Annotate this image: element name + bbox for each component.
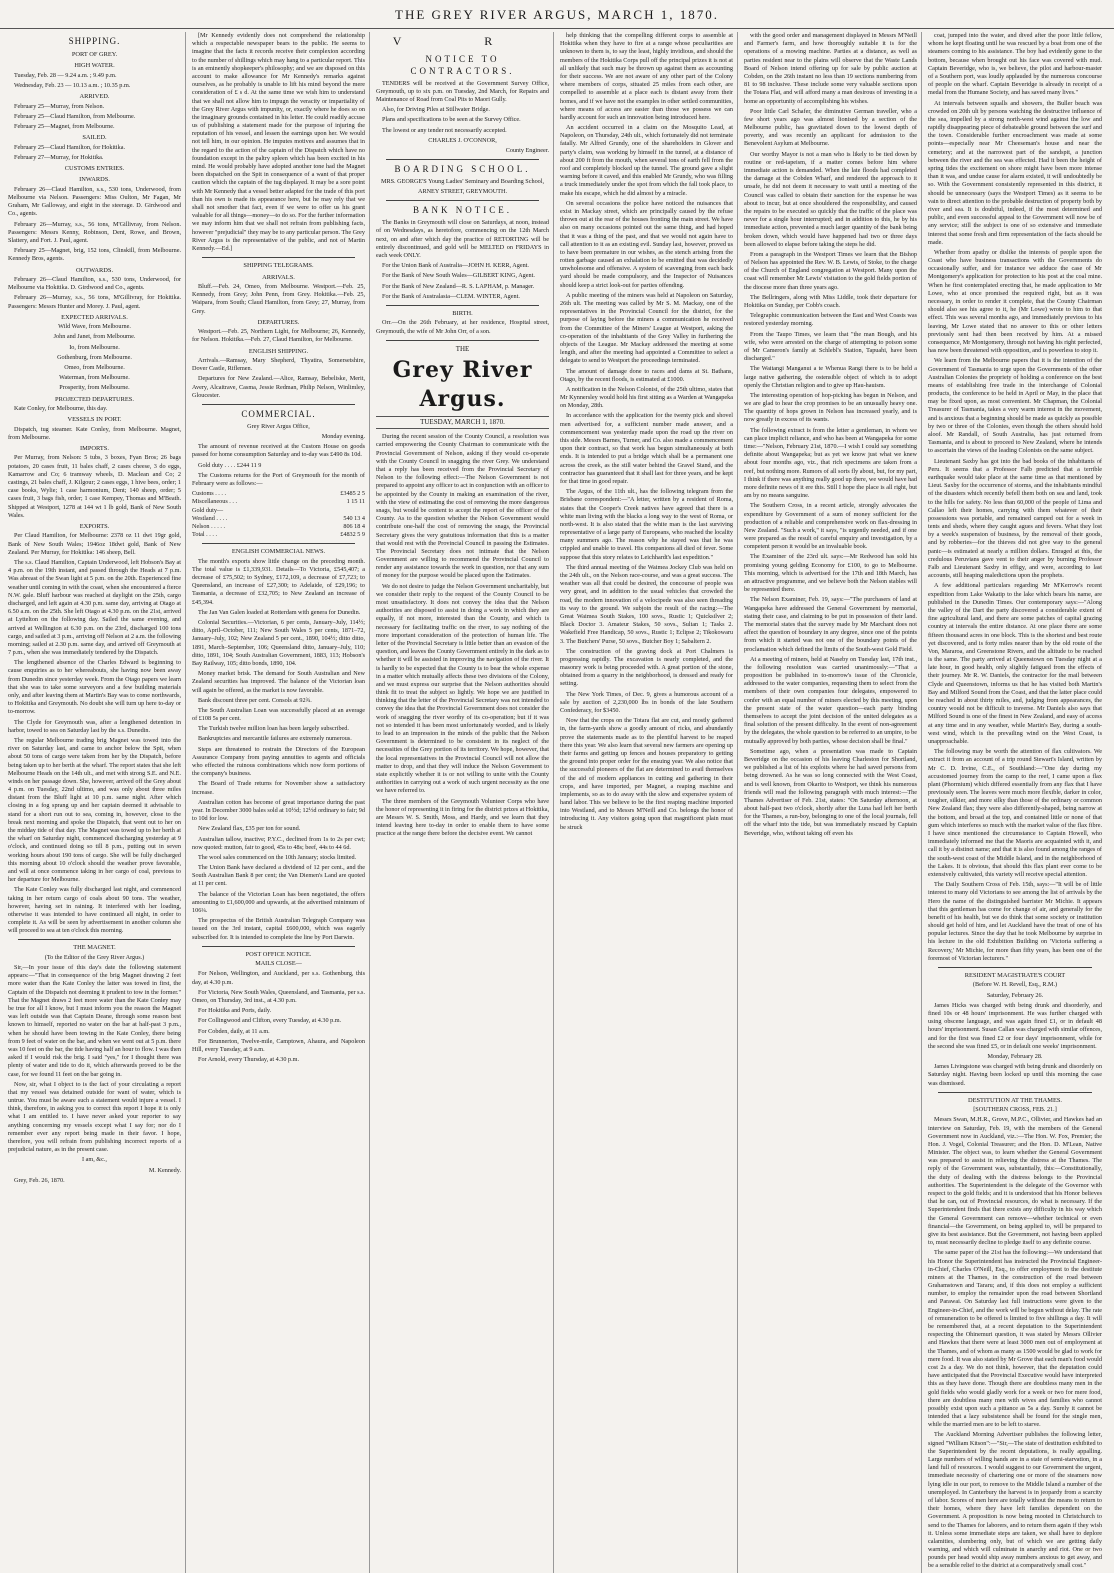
post-item: For Hokitika and Ports, daily. bbox=[198, 1007, 272, 1015]
news-paragraph: The Argus, of the 11th ult., has the following telegram from the Brisbane correspondent:—"A letter, written by a resident of Roma, states that the Cooper's Creek natives have agreed that there is a white man living with the blacks a long way to the west of Roma, or north-west. It is also stated that the white man is the last surviving representative of a large party of Europeans, who reached the locality many summers ago. The reason why he stayed was that he was crippled and unable to travel. His companions all died of fever. Some suppose that this story relates to Leichhardt's last expedition." bbox=[560, 488, 733, 561]
news-paragraph: From a paragraph in the Westport Times we learn that the Bishop of Nelson has appointed the Rev. W. B. Lewis, of Stoke, to the charge of the Church of England congregation at Westport. Many upon the coast will remember Mr Lewis' visitation to the gold fields portion of the diocese more than three years ago. bbox=[744, 250, 917, 291]
in-port-heading: VESSELS IN PORT. bbox=[67, 416, 122, 424]
english-news-text: Australian cotton has become of great importance during the past year. In December 3000 bales sold at 10½d; 12½d ordinary to fair; 9d to 10d for low. bbox=[192, 798, 365, 823]
divider bbox=[938, 1092, 1092, 1093]
column-4 bbox=[560, 32, 738, 1573]
news-paragraph: The amount of damage done to races and dams at St. Bathans, Otago, by the recent floods, is estimated at £1000. bbox=[560, 367, 733, 383]
post-office-sub: MAILS CLOSE— bbox=[255, 960, 302, 968]
editorial-text: We do not desire to judge the Nelson Government uncharitably, but we consider their reply to the request of the County Council to be most unsatisfactory. It does not convey the idea that the Nelson authorities are disposed to assist in doing a work in which they are equally, if not more, interested than the County, and which is necessary for facilitating traffic on the river, to say nothing of the more important consideration of the protection of human life. The letter of the Provincial Secretary is little better than an evasion of the question, and leaves the County Government entirely in the dark as to whether it will be assisted in improving the navigation of the river. It is hardly to be expected that the County is to bear the whole expense in a matter which mutually affects these two divisions of the Colony, and we must express our surprise that the Nelson authorities should think fit to treat the subject so lightly. We hope we are justified in thinking that the letter of the Provincial Secretary was not intended to convey the idea that the Provincial Government does not consider the work of snagging the river worthy of its co-operation; but if it was not so intended it has been most unfortunately worded, and is likely to lead to an impression in the minds of the public that the Nelson Government is determined to be consistent in its neglect of the necessities of the Grey portion of its territory. We hope, however, that the local representatives in the Provincial Council will not allow the matter to drop, and that they will induce the Nelson Government to state explicitly whether it is or not willing to unite with the County authorities in carrying out a work of such urgent necessity as the one we have referred to. bbox=[376, 582, 549, 795]
english-news-text: The Turkish twelve million loan has been largely subscribed. bbox=[198, 725, 349, 733]
magnet-addressee: (To the Editor of the Grey River Argus.) bbox=[44, 953, 145, 961]
telegram-departures: Westport.—Feb. 25, Northern Light, for Melbourne; 26, Kennedy, for Nelson. Hokitika.—Feb. 27, Claud Hamilton, for Melbourne. bbox=[192, 328, 365, 344]
expected-item: Waterman, from Melbourne. bbox=[59, 374, 130, 382]
bank-heading: BANK NOTICE. bbox=[413, 205, 512, 216]
masthead bbox=[0, 6, 1114, 29]
commercial-office: Grey River Argus Office, bbox=[247, 422, 310, 430]
news-paragraph: The Examiner of the 23rd ult. says:—Mr Redwood has sold his promising young gelding Economy for £100, to go to Melbourne. This morning, which is advertised for the 17th and 18th March, has an attractive programme, and we believe both the Nelson stables will be represented there. bbox=[744, 553, 917, 594]
news-paragraph: Whether from apathy or dislike the interests of people upon the Coast who have business transactions with the Governments do occasionally suffer, and for instance we adduce the case of Mr Montgomery's application for protection to his post at the coal mine. When he first contemplated erecting that, he made application to Mr Lowe, who at once promised the required right, but as it was necessary, in order to render it complete, that the County Chairman should also see his agree to it, he (Mr Lowe) wrote to him to that effect. This was several months ago, and immediately previous to his leaving, Mr Lowe stated that no answer to this or other letters previously sent had then been received by him. At a missed consequence, Mr Montgomery, through not having his right perfected, has now been threatened with opposition, and is powerless to stop it. bbox=[928, 248, 1103, 355]
news-paragraph: We learn from the Melbourne papers that it is the intention of the Government of Tasmania to urge upon the Governments of the other Australian Colonies the propriety of holding a conference on the best means of establishing free trade in the interchange of Colonial products, the conference to be held in April or May, in the place that may be fixed upon, as most convenient. Mr Chapman, the Colonial Treasurer of Tasmania, takes a very warm interest in the movement, and is anxious that a beginning should be made as quickly as possible by two or three of the Colonies, even though the others should hold aloof. Mr Randall, of South Australia, has just returned from Tasmania, and is about to proceed to New Zealand, where he intends to ascertain the views of the leading Colonists on the same subject. bbox=[928, 357, 1102, 455]
table-row bbox=[192, 490, 365, 498]
royal-cipher: V R bbox=[392, 34, 533, 48]
magnet-date: Grey, Feb. 26, 1870. bbox=[14, 1176, 65, 1184]
paper-date: TUESDAY, MARCH 1, 1870. bbox=[376, 416, 549, 429]
row-value: 806 18 4 bbox=[343, 522, 365, 530]
arrived-item: February 25—Murray, from Nelson. bbox=[14, 102, 105, 110]
paper-the: THE bbox=[455, 344, 470, 353]
english-news-text: The Board of Trade returns for November show a satisfactory increase. bbox=[192, 780, 365, 796]
news-paragraph: The New York Times, of Dec. 9, gives a humorous account of a sale by auction of 2,230,000 lbs in bonds of the late Southern Confederacy, for $3450. bbox=[560, 690, 733, 714]
editorial-text: The three members of the Greymouth Volunteer Corps who have the honor of representing it in firing for the district prizes at Hokitika, are Messrs W. S. Smith, Moss, and Hardy, and we learn that they intend leaving here to-day in order to enable them to have some practice at the range there before the decisive event. We cannot bbox=[376, 797, 549, 838]
row-label: Gold duty— bbox=[192, 506, 224, 514]
english-arrivals: Arrivals.—Ramsay, Mary Shepherd, Thyatira, Somersetshire, Dover Castle, Riflemen. bbox=[192, 357, 365, 373]
boarding-text: MRS. GEORGE'S Young Ladies' Seminary and Boarding School, bbox=[380, 177, 545, 185]
bank-signer: For the Union Bank of Australia—JOHN H. KERR, Agent. bbox=[382, 262, 529, 270]
table-row bbox=[192, 531, 365, 539]
outwards-item: February 26—Claud Hamilton, s.s., 530 tons, Underwood, for Melbourne via Hokitika. D. Girdwood and Co., agents. bbox=[8, 276, 181, 292]
contractors-role: County Engineer. bbox=[505, 146, 549, 154]
news-paragraph: The following extract is from the letter a gentleman, in whom we can place implicit reliance, and who has been at Wangapeka for some time:—"Nelson, February 21st, 1870.—I wish I could say something definite about Wangapeka; but as yet we know just what we knew about four months ago, viz., that rich specimens are taken from a reef, but nothing more. Rumors of all sorts fly about, but, for my part, I think if there was anything really good up there, we would have had more definite news of it ere this. Still I hope the place is all right, but am by no means sanguine. bbox=[744, 426, 917, 500]
contractors-signature: CHARLES J. O'CONNOR, bbox=[428, 136, 497, 144]
news-paragraph: The Bellringers, along with Miss Liddle, took their departure for Hokitika on Sunday, per Cobb's coach. bbox=[744, 293, 917, 309]
contractors-text: The lowest or any tender not necessarily accepted. bbox=[382, 126, 507, 134]
boarding-heading: BOARDING SCHOOL. bbox=[394, 164, 531, 175]
divider bbox=[386, 340, 539, 341]
court-day: Saturday, February 26. bbox=[986, 991, 1044, 999]
row-value: 540 13 4 bbox=[343, 514, 365, 522]
news-paragraph: Telegraphic communication between the East and West Coasts was restored yesterday morning. bbox=[744, 312, 917, 328]
post-item: For Cobden, daily, at 11 a.m. bbox=[198, 1027, 270, 1035]
row-label: Westland . . . . bbox=[192, 514, 228, 522]
magnet-heading: THE MAGNET. bbox=[73, 944, 116, 952]
row-label: Miscellaneous . . . bbox=[192, 498, 238, 506]
row-label: Total . . . . bbox=[192, 531, 217, 539]
news-paragraph: On several occasions the police have noticed the nuisances that exist in Mackay street, which are principally caused by the refuse thrown out at the rear of the houses fronting the main street. We have also on many occasions pointed out the same thing, and had hoped that it was a thing of the past, and that we would not again have to call attention to it as an existing evil. Sunday last, however, proved us to have been premature in our wishes, as the stench arising from the rotten garbage caused an exhalation to be emitted that was decidedly unwholesome and offensive. A system of scavenging from each back yard should be made compulsory, and the Inspector of Nuisances should keep a strict look-out for parties offending. bbox=[560, 199, 733, 289]
news-paragraph: At intervals between squalls and showers, the Buller beach was crowded on 20th ult by persons watching the destructive influence of the sea, impelled by a strong north-west wind against the low and rapidly disappearing piece of debateable ground between the surf and the town. Considerable further encroachment was made at some points—especially near Mr Cheeseman's house and near the cemetery; and at the narrowest part of the sandspit, a junction between the river and the sea was effected. Had it been the height of spring tides the excitement on shore might have been more intense than it was, and undue cause for alarm existed, it will undoubtedly be so. With the Government consistently represented in this district, it should be unnecessary (says the Westport Times) as it seems to be vain to direct attention to the probable destruction of property both by river and sea. It is doubtful, indeed, if the most determined and public, and even successful appeal to the Government will now be of any service; still the subject is one of so extensive and immediate interest that some fresh and firm representation of the facts should be made. bbox=[928, 99, 1102, 246]
inwards-item: February 26—Murray, s.s., 56 tons, M'Gillivray, from Nelson. Passengers: Messrs Kenny, Robinson, Dent, Rowe, and Brown, Slattery, and Fort. J. Paul, agent. bbox=[8, 220, 181, 245]
port-heading: PORT OF GREY. bbox=[71, 50, 118, 58]
court-day: Monday, February 28. bbox=[987, 1052, 1043, 1060]
outwards-item: February 26—Murray, s.s., 56 tons, M'Gillivray, for Hokitika. Passengers: Messrs Hunter and Morey. J. Paul, agent. bbox=[8, 294, 181, 310]
column-6 bbox=[928, 32, 1106, 1573]
destitution-source: [SOUTHERN CROSS, FEB. 21.] bbox=[973, 1106, 1057, 1114]
table-row bbox=[192, 515, 365, 523]
news-paragraph: The Southern Cross, in a recent article, strongly advocates the expenditure by Government of a sum of money sufficient for the production of a reliable and comprehensive work on flax-dressing in New Zealand. "Such a work," it says, "is urgently needed, and if one were prepared as the result of careful enquiry and investigation, by a competent person it would be an invaluable book. bbox=[744, 502, 917, 551]
divider bbox=[938, 967, 1092, 968]
bank-signer: For the Bank of New Zealand—R. S. LAPHAM, p. Manager. bbox=[382, 282, 535, 290]
destitution-heading: DESTITUTION AT THE THAMES. bbox=[967, 1096, 1063, 1104]
magnet-signature: M. Kennedy. bbox=[148, 1166, 181, 1174]
divider bbox=[386, 200, 539, 201]
bank-signer: For the Bank of New South Wales—GILBERT KING, Agent. bbox=[382, 272, 535, 280]
table-row bbox=[192, 507, 365, 515]
expected-item: Io, from Melbourne. bbox=[69, 343, 120, 351]
imports-text: Per Murray, from Nelson: 5 tubs, 3 boxes, Fyan Bros; 26 bags potatoes, 20 cases fruit, 11 bales chaff, 2 cases cheese, 3 do eggs, Kamarrow and Co; 6 tramway wheels, D. Maclean and Co; 2 castings, 21 bales chaff, J. Kilgour; 2 cases eggs, 1 hive bees, order; 1 case books, Wylie; 1 case harmonium, Dent; 140 sheep, order; 5 cases fruit, 3 bags fish, order; 1 case Kempey, Thomas and M'Beath. Shipped at Westport, 1278 at 144 wt 1 lb gold, Bank of New South Wales. bbox=[8, 454, 181, 519]
customs-table bbox=[192, 490, 365, 539]
english-news-text: New Zealand flax, £35 per ton for sound. bbox=[198, 825, 301, 833]
news-paragraph: The Waitangi Manganui a te Whenua Rangi there is to be held a large native gathering, the ostensible object of which is to adopt openly the Christian religion and to give up Hau-hauism. bbox=[744, 365, 917, 389]
english-news-text: The month's exports show little change on the preceding month. The total value is £1,339,931. Details—To Victoria, £545,407; a decrease of £75,502; to Sydney, £172,109, a decrease of £7,723; to Queensland, an increase of £27,300; to Adelaide, of £29,196; to Tasmania, a decrease of £32,705; to New Zealand an increase of £45,394. bbox=[192, 557, 365, 606]
column-3 bbox=[376, 32, 554, 1573]
commercial-text: The amount of revenue received at the Custom House on goods passed for home consumption Saturday and to-day was £490 8s 10d. bbox=[192, 443, 365, 459]
court-heading: RESIDENT MAGISTRATE'S COURT bbox=[964, 972, 1066, 979]
row-value: £4832 5 9 bbox=[340, 531, 365, 539]
news-paragraph: A notification in the Nelson Colonist, of the 25th ultimo, states that Mr Kynnersley would hold his first sitting as a Warden at Wangapeka on Monday, 28th. bbox=[560, 385, 733, 410]
in-port-item: Dispatch, tug steamer. Kate Conley, from Melbourne. Magnet, from Melbourne. bbox=[8, 425, 181, 441]
divider bbox=[202, 257, 355, 258]
post-item: For Collingwood and Clifton, every Tuesday, at 4.30 p.m. bbox=[198, 1017, 342, 1025]
contractors-text: Plans and specifications to be seen at the Survey Office. bbox=[382, 116, 521, 124]
divider bbox=[202, 404, 355, 405]
court-text: James Hicks was charged with being drunk and disorderly, and fined 10s or 48 hours' imprisonment. He was further charged with using obscene language, and was again fined £1, or in default 48 hours' imprisonment. Susan Callan was charged with similar offences, and for the first was fined £2 or four days' imprisonment, while for the second she was fined £5, or in default one weeks' imprisonment. bbox=[928, 1001, 1102, 1050]
shipping-report: The lengthened absence of the Charles Edward is beginning to cause enquiries as to her whereabouts, she having now been away from Dunedin since yesterday week. From the Otago papers we learn that she was to take some surveyors and a few building materials only, and after leaving them at Martin's Bay was to come northwards, to Hokitika and Greymouth. No doubt she will turn up here to-day or to-morrow. bbox=[8, 659, 181, 716]
english-news-text: Bankruptcies and mercantile failures are extremely numerous. bbox=[198, 735, 352, 743]
projected-heading: PROJECTED DEPARTURES. bbox=[55, 395, 134, 403]
row-value: 1 15 11 bbox=[346, 498, 365, 506]
english-news-text: The balance of the Victorian Loan has been negotiated, the offers amounting to £1,600,000 and upwards, at the advertised minimum of 106¼. bbox=[192, 890, 365, 915]
arrived-item: February 25—Magnet, from Melbourne. bbox=[14, 122, 115, 130]
news-paragraph: The following may be worth the attention of flax cultivators. We extract it from an account of a trip round Stewart's Island, written by Mr C. D. Irvine, C.E., of Southland:—"One day during my accustomed journey from the camp to the reef, I came upon a flax plant (Phormium) which differed essentially from any flax that I have previously seen. The leaves were much more flexible, darker in color, tougher, silkier, and more silky than those of the ordinary or common New Zealand flax; they were also differently-shaped, being narrow at the bottom, and broad at the top, and contained little or none of that gum which interferes so much with the market value of the flax fibre. I have since mentioned the circumstance to Captain Howell, who immediately informed me that the Maoris are acquainted with it, and call it by a distinct name; and that it is also found among the ranges of the south-west coast of the Middle Island, and in the neighborhood of the Lakes. It is obvious, that should this flax plant ever come to be extensively cultivated, this variety will receive special attention. bbox=[928, 748, 1102, 878]
expected-item: Omeo, from Melbourne. bbox=[64, 364, 125, 371]
destitution-text: The Auckland Morning Advertiser publishes the following letter, signed "William Kitson":—"Sir,—The state of destitution exhibited to the Superintendent by the recent deputations, is really appalling. Large numbers of willing hands are in a state of semi-starvation, in a land full of resources. I would suggest to our Government the urgent, immediate necessity of chartering one or more of the steamers now lying idle in our port, to remove to the Middle Island a number of the unemployed. In Canterbury the harvest is in jeopardy from a scarcity of labor. Scores of men here are totally without the means to return to their homes, where they have left families dependent on the Government. A proposition is now being mooted in Christchurch to send to the Thames for laborers, and to return them again if they wish it. Unless some immediate steps are taken, we shall have to deplore calamities, slumbering only, but of which we are getting daily warning, and which will culminate in anarchy and riot. One or two pounds per head would ship away numbers anxious to get away, and be a sensible relief to the district at a comparatively small cost." bbox=[928, 1431, 1102, 1570]
shipping-heading: SHIPPING. bbox=[68, 36, 121, 46]
shipping-report: The Kate Conley was fully discharged last night, and commenced taking in her return cargo of coals about 90 tons. The weather, however, having set in raining. It interfered with her loading, otherwise it was intended to have continued all night, in order to complete it. As will be seen by advertisement in another column she will proceed to sea at ten o'clock this morning. bbox=[8, 886, 181, 935]
news-paragraph: The Nelson Examiner, Feb. 19, says:—"The purchasers of land at Wangapeka have addressed the General Government by memorial, stating their case, and claiming to be put in possession of their land. The memorial states that the survey made by Mr Marchant does not affect the question of boundary in any degree, since one of the points from which it started was not one of the boundary points of the proclamation which defined the limits of the South-west Gold Field. bbox=[744, 596, 917, 653]
news-paragraph: An accident occurred in a claim on the Mosquito Lead, at Napoleon, on Thursday, 24th ult., which fortunately did not terminate fatally. Mr Alfred Grundy, one of the shareholders in Glover and party's claim, was working by himself in the tunnel, at a distance of about 200 ft from the mouth, when several tons of earth fell from the roof and completely blocked up the tunnel. The ground gave a slight warning before it caved, and this enabled Mr Grundy, who was filling a truck immediately under the spot from which the fall took place, to make his escape, which he did almost by a miracle. bbox=[560, 124, 733, 197]
row-value: £3485 2 5 bbox=[340, 490, 365, 498]
newspaper-columns bbox=[8, 32, 1106, 1570]
english-news-text: Australian tallow, inactive; P.Y.C., declined from 1s to 2s per cwt; now quoted: mutton, fair to good, 45s to 48s; beef, 44s to 44 6d. bbox=[192, 835, 365, 851]
news-paragraph: help thinking that the compelling different corps to assemble at Hokitika when they have to fire at a range whose peculiarities are unknown to them is, to say the least, highly invidious, and should the members of the Hokitika Corps pull off the principal prizes it is not at all unlikely that such may be thrown up against them as accounting for their success. We are not aware of any other part of the Colony where members of corps, situated 25 miles from each other, are compelled to assemble at a place each is distant away from their homes, and if we have not the examples in other settled communities, where means of access are easier than those we possess we can hardly account for such an innovation being introduced here. bbox=[560, 32, 733, 121]
news-paragraph: From the Taupo Times, we learn that "the man Bough, and his wife, who were arrested on the charge of attempting to poison some of Mr Cameron's family at Schlebl's Station, Tapuahi, have been discharged." bbox=[744, 330, 917, 363]
news-paragraph: A public meeting of the miners was held at Napoleon on Saturday, 26th ult. The meeting was called by Mr S. M. Mackay, one of the representatives in the Provincial Council for the district, for the purpose of laying before the miners a communication he received from the Committee of the Miners' League at Westport, asking the co-operation of the inhabitants of the Grey Valley in furthering the objects of the League. Mr Mackay addressed the meeting at some length, and after the meeting had appointed a Committee to select a delegate to send to Westport the proceedings terminated. bbox=[560, 291, 733, 365]
telegrams-heading: SHIPPING TELEGRAMS. bbox=[243, 262, 314, 270]
divider bbox=[18, 939, 171, 940]
bank-signer: For the Bank of Australasia—CLEM. WINTER, Agent. bbox=[382, 292, 520, 300]
post-office-heading: POST OFFICE NOTICE. bbox=[245, 950, 312, 958]
post-item: For Arnold, every Thursday, at 4.30 p.m. bbox=[198, 1056, 300, 1064]
sailed-item: February 27—Murray, for Hokitika. bbox=[14, 153, 104, 161]
high-water-line: Wednesday, Feb. 23 — 10.13 a.m. ; 10.35 p.m. bbox=[14, 81, 131, 89]
row-label: Customs . . . . bbox=[192, 490, 227, 498]
boarding-school-ad bbox=[376, 164, 549, 196]
english-news-text: The Jan Van Galen loaded at Rotterdam with genera for Dunedin. bbox=[198, 608, 361, 616]
birth-text: Orr.—On the 26th February, at her residence, Hospital street, Greymouth, the wife of Mr John Orr, of a son. bbox=[376, 319, 549, 335]
exports-text: Per Claud Hamilton, for Melbourne: 2378 oz 11 dwt 19gr gold, Bank of New South Wales; 1946oz 18dwt gold, Bank of New Zealand. Per Murray, for Hokitika: 146 sheep, Bell. bbox=[8, 532, 181, 556]
news-paragraph: The Daily Southern Cross of Feb. 15th, says:—"It will be of little interest to many old Victorians to see among the list of arrivals by the Hero the name of the distinguished barrister Mr Michie. It appears that this gentleman has come for change of air, and generally for the benefit of his health, but we do think that some society or institution should get hold of him, and let Auckland have the treat of one of his popular lectures. Since the day that he took Melbourne by surprise in his lecture in the old Exhibition Building on 'Victoria suffering a Recovery,' Mr Michie, for more than fifty years, has been one of the foremost of Victorian lecturers." bbox=[928, 881, 1102, 962]
english-news-text: The prospectus of the British Australian Telegraph Company was issued on the 3rd instant, capital £600,000, which was eagerly subscribed for. It is intended to complete the line by Port Darwin. bbox=[192, 917, 365, 941]
telegram-arrivals-heading: ARRIVALS. bbox=[262, 273, 295, 281]
magnet-close: I am, &c., bbox=[82, 1156, 107, 1164]
shipping-report: The s.s. Claud Hamilton, Captain Underwood, left Hobson's Bay at 4 p.m. on the 19th instant, and passed through the Heads at 7 p.m. Was abreast of the Swan light at 5 p.m. on the 20th. Experienced fine weather until coming in with the coast, when she encountered a fierce N.W. gale. Bluff harbour was reached at daylight on the 25th, cargo discharged, and left again at 4.30 p.m. same day, arriving at Otago at 6.50 a.m. on the 25th. She left Otago at 4.30 p.m. on the 21st, arrived at Lyttelton on the following day. Sailed the same evening, and arrived at Wellington at 6.30 p.m. on the 23rd, discharged 100 tons cargo, and sailed at 3 p.m., arriving off Nelson at 2 a.m. the following morning; sailed at 2.30 p.m. same day, and arrived off Greymouth at 7 p.m., when she was immediately tendered by the Dispatch. bbox=[8, 559, 181, 657]
destitution-text: The same paper of the 21st has the following:—We understand that his Honor the Superintendent has instructed the Provincial Engineer-in-Chief, Charles O'Neill, Esq., to offer employment to the destitute miners at the Thames, in the construction of the road between Grahamstown and Tararu; and, if this does not employ a sufficient number, to employ the remainder upon the road between Shortland and Parawai. On Saturday last full instructions were given to the Engineer-in-Chief, and the work will be begun without delay. The rate of remuneration to be offered is limited to five shillings a day. It will be remembered that, at a recent deputation to the Superintendent respecting the Ohinemuri question, it was stated by Messrs Ollivier and Hawkes that there were at least 3000 men out of employment at the Thames, and of whom as many as 1500 would be glad to work for mere food. It was also stated by Mr Grove that each man's food would cost 2s a day. We do not think, however, that the deputation could have anticipated that the Provincial Executive would have interpreted this as they have done. Though there are doubtless many men in the gold fields who would gladly work for a week or two for mere food, there are doubtless many men with wives and families who cannot possibly exist upon such a pittance as 5s a day. Surely it cannot be intended that a lazy subsistence shall be found for the single men, while the married men are to be left to starve. bbox=[928, 1249, 1102, 1429]
table-row bbox=[192, 498, 365, 506]
exports-heading: EXPORTS. bbox=[79, 522, 110, 530]
news-paragraph: A few additional particulars regarding Mr M'Kerrow's recent expedition from Lake Wakatip to the lake which bears his name, are published in the Dunedin Times. Our contemporary says:—"Along the valley of the Dart the party discovered a considerable extent of fine agricultural land, and there are some patches of capital grazing country at intervals the entire distance. At one place there are some fifteen thousand acres in one block. This is the shortest and best route yet discovered, and is forty miles nearer than by the old route of the Von, Mararoa, and Greenstone Rivers, and the altitude to be reached is the same. The party arrived at Queenstown on Tuesday night at a late hour, in good health, only slightly fatigued from the effects of their journey. Mr R. W. Daniels, the contractor for the mail between Clyde and Queenstown, informs us that he has visited both Martin's Bay and Milford Sound from the Coast, and that the latter place could be reached in about thirty miles, and, judging from appearances, the country would not be difficult to traverse. Mr Daniels also says that Milford Sound is one of the finest in New Zealand, and easy of access at any time and in any weather, while Martin's Bay, during a south-west wind, which is the prevailing wind on the West Coast, is unapproachable. bbox=[928, 582, 1102, 745]
news-paragraph: Our worthy Mayor is not a man who is likely to be tied down by routine or red-tapeism, if a matter comes before him where immediate action is demanded. When the late floods had completed the damage at the Cobden Wharf, and rendered the approach to it unsafe, he did not deem it necessary to wait until a meeting of the Council was called to obtain their sanction for the expense he was about to incur, but at once shouldered the responsibility, and caused the repairs to be executed so quickly that the traffic of the place was never for a single hour interrupted; and in addition to this, he by his immediate action, prevented a much larger quantity of the bank being broken down, which would have happened had two or three days been allowed to elapse before taking the steps he did. bbox=[744, 150, 917, 248]
english-news-heading: ENGLISH COMMERCIAL NEWS. bbox=[231, 548, 326, 556]
magnet-letter: Sir,—In your issue of this day's date the following statement appears:—"That in consequence of the brig Magnet drawing 2 feet more water than the Kate Conley the latter was towed in first, the Captain of the Dispatch not deeming it prudent to tow in the former." That the Magnet draws 2 feet more water than the Kate Conley may be true for all I know, but I must inform you the reason the Magnet was left outside was that Captain Deane, through some reason best known to himself, reported no water on the bar at half-past 3 p.m., when he should have been towing in the Kate Conley, there being from 9 feet of water on the bar, and when we went out at 5 p.m. there was 10 feet on the bar, the tide having half an hour to flow. I was then asked if I would risk the brig. I said "yes," for I thought there was plenty of water and tide to do it, which afterwards proved to be the case, for we found 11 feet on the bar going in. bbox=[8, 964, 181, 1078]
gold-duty: Gold duty . . . . £244 11 9 bbox=[198, 461, 262, 469]
table-row bbox=[192, 523, 365, 531]
post-item: For Nelson, Wellington, and Auckland, per s.s. Gothenburg, this day, at 4.30 p.m. bbox=[192, 970, 365, 986]
news-paragraph: Lieutenant Saxby has got into the bad books of the inhabitants of Peru. It seems that a Professor Falb predicted that a terrible earthquake would take place at the same time as that mentioned by Lieut. Saxby for the occurrence of storms, and the inhabitants mindful of the disasters which recently befell them both on sea and land, took to the hills for safety. No less than 60,000 of the people of Lima and Callao left their homes, carrying with them whatever of their possessions was portable, and remained camped out for a week in tents and sheds, where they caught agues and fevers. What they lost by a week's suspension of business, by the removal of their goods, and by robberies—for the thieves did not give way to the general panic—is estimated at nearly a million dollars. Enraged at this, the credulous Peruvians gave vent to their anger by burning Professor Falb and Lieutenant Saxby in effigy, and were, according to last accounts, still heaping maledictions upon the prophets. bbox=[928, 457, 1102, 580]
news-paragraph: The construction of the graving dock at Port Chalmers is progressing rapidly. The excavation is nearly completed, and the masonry work is being proceeded with. A great portion of the stone, obtained from a quarry in the neighborhood, is dressed and ready for setting. bbox=[560, 647, 733, 688]
editor-note: [Mr Kennedy evidently does not comprehend the relationship which a respectable newspaper bears to the public. He seems to imagine that the facts it records receive their complexion according to the number of shillings which may hang to a particular report. This is an eminently shopkeeper's philosophy; and we are disposed on this account to make allowance for Mr Kennedy's remarks against ourselves, as he probably is unable to lift his mind beyond the mere consideration of £ s d. At the same time we wish him to understand that we shall not allow him to impugn the veracity or impartiality of the Grey River Argus with impunity, or, exactly where he does so on the imaginary grounds contained in his letter. He could readily accuse us of publishing a statement made for the purpose of injuring the reputation of his vessel, and lessen the earnings upon her. We would not tell him, in our opinion. He imputes motives and assumes that in the regard to the action of the captain of the Dispatch which have no foundation except in the paltry spleen which has been excited in his mind. He would probably have adopted another tone had the Magnet been dispatched on the Spit in consequence of a want of that proper caution which the captain of the tug displayed. It may be a sore point with Mr Kennedy that a vessel better adapted for the trade of this port than his own is made its appearance here, but he may rely that we shall not smother that fact, even if we were to offer us his grant valuable for all things—money—to do so. For the further information we may inform him that we shall not refrain from publishing facts, however "prejudicial" they may be to any particular person. The Grey River Argus is the representative of the public, and not of Martin Kennedy.—Ed.] bbox=[192, 32, 365, 252]
contractors-heading: NOTICE TO CONTRACTORS. bbox=[410, 53, 515, 76]
paper-title: Grey River Argus. bbox=[392, 356, 533, 412]
telegram-arrivals: Bluff.—Feb. 24, Omeo, from Melbourne. Westport.—Feb. 25, Kennedy, from Grey; John Penn, from Grey. Hokitika.—Feb. 25, Waipara, from South; Claud Hamilton, from Grey; 27, Murray, from Grey. bbox=[192, 282, 365, 315]
inwards-heading: INWARDS. bbox=[79, 176, 110, 184]
english-news-text: Money market brisk. The demand for South Australian and New Zealand securities has improved. The balance of the Victorian loan will again be offered, as the market is now favorable. bbox=[192, 670, 365, 694]
english-departures: Departures for New Zealand.—Alice, Ramsay, Bebeliske, Merit, Avery, Alcaitrave, Casma, Jessie Redman, Philip Nelson, Winlimley, Gloucester. bbox=[192, 375, 365, 399]
news-paragraph: Sometime ago, when a presentation was made to Captain Beveridge on the occasion of his leaving Charleston for Shortland, we published a list of his exploits where he had saved persons from being drowned. As he was so long connected with the West Coast, and is well known, from Okarito to Westport, we think his numerous friends will read the following paragraph with much interest:—The Thames Advertiser of Feb. 21st, states: "On Saturday afternoon, at about half-past two o'clock, shortly after the Luna had left her berth for the Thames, a run-boy, belonging to one of the local journals, fell off the wharf into the tide, but was immediately rescued by Captain Beveridge, who, without taking off even his bbox=[744, 747, 917, 837]
inwards-item: February 25—Magnet, brig, 152 tons, Clinskill, from Melbourne. Kennedy Bros, agents. bbox=[8, 247, 181, 263]
divider bbox=[386, 159, 539, 160]
expected-item: Prosperity, from Melbourne. bbox=[59, 384, 130, 392]
projected-item: Kate Conley, for Melbourne, this day. bbox=[14, 405, 108, 413]
editorial-text: During the recent session of the County Council, a resolution was carried empowering the County Chairman to communicate with the Provincial Government of Nelson, asking if they would co-operate with the County Council in snagging the river Grey. We understand that a reply has been received from the Provincial Secretary of Nelson to the following effect:—The Nelson Government is not prepared to appoint any officer to act in conjunction with an officer to be appointed by the County in making an examination of the river, with the view of estimating the cost of removing the more dangerous snags, but would be content to accept the report of the officer of the County. As to the question whether the Nelson Government would contribute one-half the cost of removing the snags, the Provincial Secretary gives the very gratuitous information that this is a matter that would rest with the Provincial Council in passing the Estimates. The Provincial Secretary does not intimate that the Nelson Government are willing to recommend the Provincial Council to render any assistance towards the work in question, nor that any sum of money for the purpose would be placed upon the Estimates. bbox=[376, 433, 549, 580]
inwards-item: February 26—Claud Hamilton, s.s., 530 tons, Underwood, from Melbourne via Nelson. Passengers: Miss Oulton, Mr Fagan, Mr Graham, Mr Galloway, and eight in the steerage. D. Girdwood and Co., agents. bbox=[8, 185, 181, 218]
outwards-heading: OUTWARDS. bbox=[75, 266, 114, 274]
news-paragraph: The third annual meeting of the Waimea Jockey Club was held on the 24th ult., on the Nelson race-course, and was a great success. The weather was all that could be desired, the concourse of people was very great, and in addition to the usual vehicles that crowded the road, the modern innovation of a velocipede was also seen threading its way to the ground. We subjoin the result of the racing:—The Great Waimea South Stakes, 100 sovs., Rustic 1; Quicksilver 2; Black Doctor 3. Amateur Stakes, 50 sovs., Sultan 1; Tasks 2. Wakefield Free Handicap, 50 sovs., Rustic 1; Eclipse 2; Tikokowaru 3. The Butchers' Purse, 50 sovs., Butcher Boy 1; Sabaltern 2. bbox=[560, 563, 733, 645]
column-5 bbox=[744, 32, 922, 1573]
post-item: For Brunnerton, Twelve-mile, Camptown, Ahaura, and Napoleon Hill, every Tuesday, at 9 a.m. bbox=[192, 1037, 365, 1053]
shipping-report: The Clyde for Greymouth was, after a lengthened detention in harbor, towed to sea on Saturday last by the s.s. Dunedin. bbox=[8, 718, 181, 734]
arrived-heading: ARRIVED. bbox=[79, 93, 110, 101]
high-water-heading: HIGH WATER. bbox=[74, 62, 115, 70]
destitution-text: Messrs Swan, M.H.R., Grove, M.P.C., Ollivier, and Hawkes had an interview on Saturday, Feb. 19, with the members of the General Government now in Auckland, viz.:—The Hon. W. Fox, Premier; the Hon. J. Vogel, Colonial Treasurer; and the Hon. D. M'Lean, Native Minister. The object was, to learn whether the General Government was prepared to assist in relieving the distress at the Thames. The reply of the Government was, substantially, this:—Constitutionally, the duty of dealing with the distress belongs to the Provincial authorities. The Superintendent is the delegate of the Governor with respect to the gold fields; and it is understood that his Honor believes that he can, out of Provincial resources, do what is necessary. If the Superintendent finds that there exists any difficulty in his way which the General Government can remove—whether technical or even financial—the Government, on being applied to, will be prepared to give its best assistance. But the Government, not having been applied to, must necessarily decline to pledge itself to any definite course. bbox=[928, 1116, 1102, 1247]
column-1 bbox=[8, 32, 186, 1573]
divider bbox=[202, 543, 355, 544]
divider bbox=[386, 305, 539, 306]
english-news-text: The Union Bank have declared a dividend of 12 per cent., and the South Australian Bank 8 per cent; the Van Diemen's Land are quoted at 11 per cent. bbox=[192, 864, 365, 888]
contractors-notice bbox=[376, 54, 549, 155]
column-2 bbox=[192, 32, 370, 1573]
commercial-date: Monday evening. bbox=[321, 433, 365, 440]
contractors-text: TENDERS will be received at the Government Survey Office, Greymouth, up to six p.m. on Tuesday, 2nd March, for Repairs and Maintenance of Road from Coal Pits to Maori Gully. bbox=[376, 79, 549, 103]
news-paragraph: coat, jumped into the water, and dived after the poor little fellow, whom he kept floating until he was rescued by a boat from one of the steamers coming to his assistance. The boy had evidently gone to the bottom, because when brought out his face was covered with mud. Captain Beveridge, who is, we believe, the pilot and harbour-master of a Southern port, was loudly applauded by the numerous concourse of people on the wharf. Captain Beveridge is already in receipt of a medal from the Humane Society, and has saved many lives." bbox=[928, 32, 1102, 97]
expected-heading: EXPECTED ARRIVALS. bbox=[61, 313, 128, 321]
english-news-text: The wool sales commenced on the 10th January; stocks limited. bbox=[198, 853, 357, 861]
news-paragraph: Now that the crops on the Totara flat are cut, and mostly gathered in, the farm-yards show a goodly amount of ricks, and abundantly prove the statements made as to the plentiful harvest to be reaped there this year. We also learn that several new farmers are opening up their farms and getting up fences and houses preparatory to getting the ground into proper order for the ensuing year. We also notice that the successful pioneers of the flat are determined to avail themselves of the aid of modern appliances in cutting and gathering in their crops, and have imported, per Magnet, a reaping machine and implements, so as to do away with the slow and expensive system of hand labor. This we believe to be the first reaping machine imported into Westland, and to Messrs M'Neill and Co. belongs the honor of introducing it. Any visitors going upon that magnificent plain must be struck bbox=[560, 717, 733, 831]
arrived-item: February 25—Claud Hamilton, from Melbourne. bbox=[14, 112, 136, 120]
bank-notice bbox=[376, 205, 549, 301]
shipping-report: The regular Melbourne trading brig Magnet was towed into the river on Saturday last, and came to anchor below the Spit, when about 50 tons of cargo were taken from her by the Dispatch, before being taken up to her berth at the wharf. The report states that she left Melbourne Heads on the 14th ult., and met with strong S.E. and N.E. winds on her passage down. She, however, arrived off the Grey about 4 p.m. on Tuesday, 22nd ultimo, and was only about three miles distant from the Bluff light at 10 p.m. same night. After which closing in a fog sprang up and her captain deemed it advisable to stand for a short run out to sea, coming in, however, close to the break next morning and spoke the Dispatch, that went out to her on the midday tide of that day. The Magnet was towed up to her berth at the wharf on Saturday night, commenced discharging yesterday at 9 o'clock, and continued doing so till 8 p.m., putting out in seven working hours about 190 tons of cargo. She will be fully discharged this morning about 10 o'clock should the weather prove favorable, and will at once commence taking in her cargo of coal, previous to her departure for Melbourne. bbox=[8, 736, 181, 884]
customs-heading: CUSTOMS ENTRIES. bbox=[64, 165, 125, 172]
sailed-item: February 25—Claud Hamilton, for Hokitika. bbox=[14, 143, 126, 151]
post-item: For Victoria, New South Wales, Queensland, and Tasmania, per s.s. Omeo, on Thursday, 3rd inst., at 4.30 p.m. bbox=[192, 988, 365, 1004]
expected-item: Gothenburg, from Melbourne. bbox=[57, 353, 132, 361]
high-water-line: Tuesday, Feb. 28 — 9.24 a.m. ; 9.49 p.m. bbox=[14, 71, 117, 79]
english-news-text: The South Australian Loan was successfully placed at an average of £108 5s per cent. bbox=[192, 706, 365, 723]
boarding-address: ARNEY STREET, GREYMOUTH. bbox=[417, 188, 508, 196]
birth-heading: BIRTH. bbox=[452, 309, 473, 317]
news-paragraph: The interesting operation of hop-picking has begun in Nelson, and we are glad to hear the crop promises to be an unusually heavy one. The quantity of hops grown in Nelson has increased yearly, and is now greatly in excess of its wants. bbox=[744, 391, 917, 424]
masthead-title: THE GREY RIVER ARGUS, MARCH 1, 1870. bbox=[395, 7, 719, 22]
expected-item: John and Janet, from Melbourne. bbox=[53, 333, 136, 341]
magnet-letter: Now, sir, what I object to is the fact of your circulating a report that my vessel was detained outside for want of water, which is untrue. You must be aware such a statement would injure a vessel. I think, therefore, in asking you to correct this report I hope it is only what I am entitled to. I have never asked your reporter to say anything concerning my vessels except what I say for; nor do I remember ever any report being made in their favor. I hope, therefore, you will refrain from publishing incorrect reports of a prejudicial nature, as in the present case. bbox=[8, 1080, 181, 1154]
english-news-text: Colonial Securities.—Victorian, 6 per cents, January–July, 114½; ditto, April–October, 111; New South Wales 5 per cents, 1871–72, January–July, 102; New Zealand 5 per cent., 1890, 104½; ditto ditto, 1891, March–September, 106; Queensland ditto, January–July, 110; ditto, 1891, 104; South Australian Government, 1883, 113; Hobson's Bay Railway, 105; ditto bonds, 1890, 104. bbox=[192, 619, 365, 667]
customs-intro: The Customs returns for the Port of Greymouth for the month of February were as follows:— bbox=[192, 471, 365, 487]
row-label: Nelson . . . . . bbox=[192, 522, 225, 530]
telegram-departures-heading: DEPARTURES. bbox=[257, 318, 300, 326]
bank-text: The Banks in Greymouth will close on Saturdays, at noon, instead of on Wednesdays, as heretofore, commencing on the 12th March next, on and after which day the practice of RETORTING will be entirely discontinued, and gold will be MELTED on FRIDAYS in each week ONLY. bbox=[376, 219, 549, 259]
sailed-heading: SAILED. bbox=[82, 134, 107, 142]
news-paragraph: At a meeting of miners, held at Naseby on Tuesday last, 17th inst., the following resolution was carried unanimously:—"That a proposition be published in to-morrow's issue of the Chronicle, addressed to the water companies, requesting them to select from the members of their own companies four delegates, empowered to confer with an equal number of miners elected by this meeting, upon the present state of the water question—each party binding themselves to accept the joint decision of the united delegates as a final solution of the present difficulty. In the event of non-agreement by the delegates, the whole question to be referred to an umpire, to be mutually approved by both parties, whose decision shall be final." bbox=[744, 655, 917, 745]
contractors-text: Also, for Driving Piles at Stillwater Bridge. bbox=[382, 106, 490, 114]
news-paragraph: In accordance with the application for the twenty pick and shovel men advertised for, a sufficient number made answer, and a commencement was yesterday made upon the road up the river on this side. Messrs Barnes, Turner, and Co. also made a commencement upon their contract, so that work has begun simultaneously at both ends. It is intended to put a bridge which shall be a permanent one across the creek, as the still water behind the Gravel Stand, and the contractor has guaranteed that it shall last for three years, and be kept for that time in good repair. bbox=[560, 412, 733, 485]
news-paragraph: Poor little Carl Schafer, the diminutive German traveller, who a few short years ago was almost lionised by a section of the Melbourne public, has gravitated down to the lowest depth of poverty, and was recently an applicant for admission to the Benevolent Asylum at Melbourne. bbox=[744, 107, 917, 148]
english-news-text: Bank discount three per cent. Consols at 92¾. bbox=[198, 696, 312, 704]
english-shipping-heading: ENGLISH SHIPPING. bbox=[248, 347, 309, 355]
court-sub: (Before W. H. Revell, Esq., R.M.) bbox=[972, 981, 1058, 989]
court-text: James Livingstone was charged with being drunk and disorderly on Saturday night. Having been locked up until this morning the case was dismissed. bbox=[928, 1063, 1102, 1087]
news-paragraph: with the good order and management displayed in Messrs M'Neill and Farmer's farm, and how thoroughly suitable it is for the operations of a mowing machine. Parties at a distance, as well as parties resident near to the plains will observe that the Waste Lands Board of Nelson intend offering up for sale by public auction at Cobden, on the 26th instant no less than 19 sections numbering from 81 to 98 inclusive. These include some very valuable sections upon the Totara Flat, and will afford many a man desirous of investing in a home an opportunity of accomplishing his wishes. bbox=[744, 32, 917, 105]
imports-heading: IMPORTS. bbox=[80, 445, 109, 453]
commercial-heading: COMMERCIAL. bbox=[241, 408, 316, 419]
english-news-text: Steps are threatened to restrain the Directors of the European Assurance Company from paying annuities to agents and officials who effected the ruinous combinations which now form portions of the company's business. bbox=[192, 745, 365, 778]
divider bbox=[202, 946, 355, 947]
expected-item: Wild Wave, from Melbourne. bbox=[58, 323, 131, 331]
